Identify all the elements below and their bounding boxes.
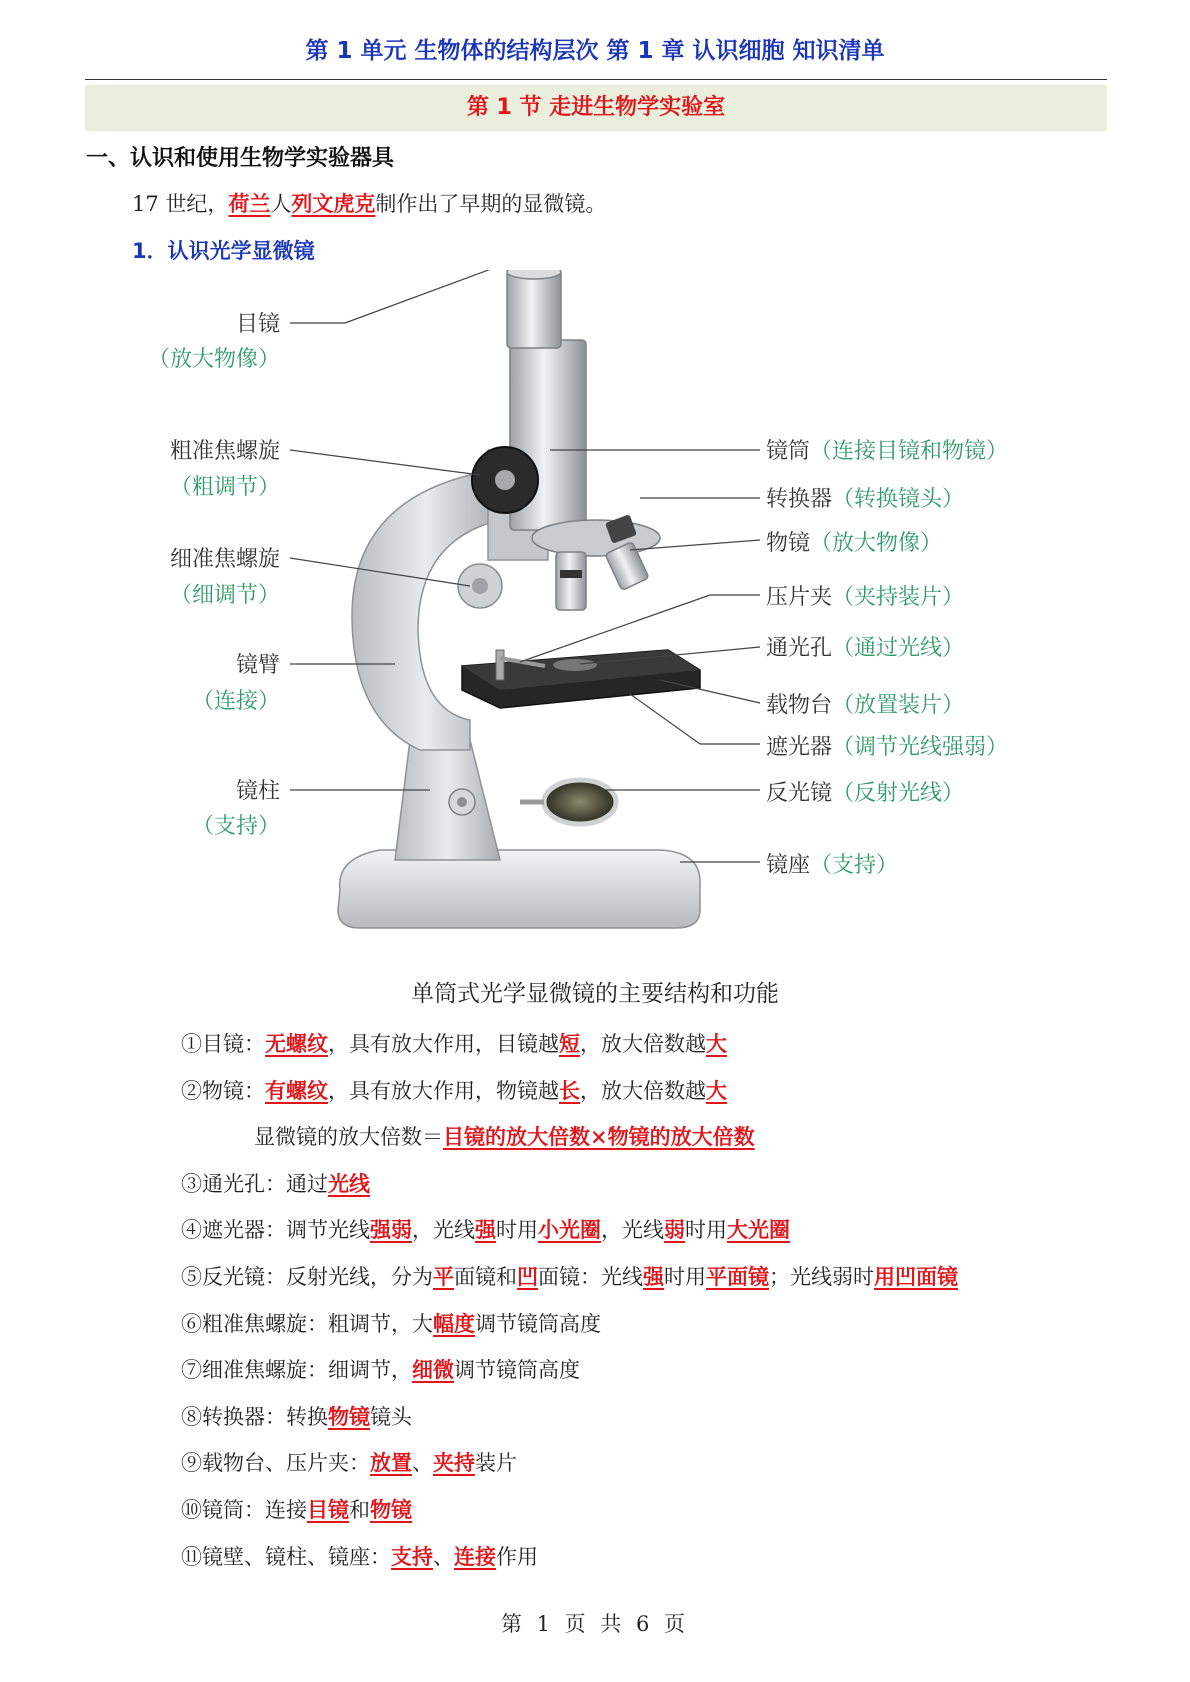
item-text: ⑩镜筒：连接 bbox=[181, 1498, 307, 1522]
item-text: 时用 bbox=[685, 1218, 727, 1243]
heading-optical-microscope: 1．认识光学显微镜 bbox=[132, 239, 315, 263]
right-label-base bbox=[766, 853, 898, 878]
right-label-diaphragm bbox=[766, 735, 1008, 760]
item-text: ③通光孔：通过 bbox=[181, 1171, 328, 1196]
intro-country: 荷兰 bbox=[228, 191, 271, 216]
answer-keyword: 弱 bbox=[664, 1217, 685, 1243]
answer-keyword: 目镜的放大倍数×物镜的放大倍数 bbox=[443, 1124, 755, 1150]
label-fine-focus: 细准焦螺旋 bbox=[169, 547, 280, 572]
item-text: ，光线 bbox=[412, 1218, 475, 1243]
right-label-tube bbox=[766, 439, 1008, 464]
label-objective: 物镜 bbox=[766, 531, 811, 556]
func-diaphragm: （调节光线强弱） bbox=[832, 735, 1009, 760]
answer-keyword: 放置 bbox=[370, 1450, 412, 1476]
item-text: ，放大倍数越 bbox=[580, 1078, 706, 1103]
answer-keyword: 大光圈 bbox=[727, 1217, 790, 1243]
item-text: 作用 bbox=[496, 1544, 538, 1569]
item-text: ⑦细准焦螺旋：细调节， bbox=[181, 1358, 412, 1383]
item-text: ②物镜： bbox=[181, 1078, 265, 1103]
item-text: 时用 bbox=[496, 1218, 538, 1243]
item-coarse-focus bbox=[181, 1308, 601, 1338]
answer-keyword: 连接 bbox=[454, 1543, 496, 1569]
answer-keyword: 长 bbox=[559, 1077, 580, 1103]
item-text: ⑨载物台、压片夹： bbox=[181, 1451, 370, 1476]
right-label-aperture bbox=[766, 636, 964, 661]
answer-keyword: 夹持 bbox=[433, 1450, 475, 1476]
answer-keyword: 物镜 bbox=[370, 1497, 412, 1522]
label-nosepiece: 转换器 bbox=[766, 487, 833, 512]
item-text: 调节镜筒高度 bbox=[475, 1311, 601, 1336]
item-text: 装片 bbox=[475, 1451, 517, 1476]
item-text: 面镜：光线 bbox=[538, 1265, 643, 1289]
answer-keyword: 平 bbox=[433, 1264, 454, 1289]
microscope-diagram bbox=[0, 270, 1190, 960]
func-objective: （放大物像） bbox=[810, 531, 943, 556]
right-label-stage bbox=[766, 693, 964, 718]
label-diaphragm: 遮光器 bbox=[766, 735, 833, 760]
page-footer: 第 1 页 共 6 页 bbox=[500, 1612, 690, 1636]
answer-keyword: 用凹面镜 bbox=[874, 1264, 958, 1289]
answer-keyword: 强 bbox=[643, 1264, 664, 1289]
answer-keyword: 有螺纹 bbox=[265, 1077, 328, 1103]
answer-keyword: 小光圈 bbox=[538, 1217, 601, 1243]
func-stage: （放置装片） bbox=[832, 693, 965, 718]
func-mirror: （反射光线） bbox=[832, 781, 965, 806]
label-clip: 压片夹 bbox=[766, 585, 833, 610]
label-eyepiece: 目镜 bbox=[235, 312, 280, 337]
item-text: ，光线 bbox=[601, 1218, 664, 1243]
answer-keyword: 幅度 bbox=[433, 1310, 475, 1336]
item-text: ⑧转换器：转换 bbox=[181, 1404, 328, 1429]
intro-paragraph bbox=[132, 188, 606, 218]
item-eyepiece bbox=[181, 1028, 727, 1058]
item-text: 调节镜筒高度 bbox=[454, 1358, 580, 1383]
label-aperture: 通光孔 bbox=[766, 636, 833, 661]
item-text: ；光线弱时 bbox=[769, 1265, 874, 1289]
answer-keyword: 大 bbox=[706, 1077, 727, 1103]
item-text: ，放大倍数越 bbox=[580, 1032, 706, 1056]
answer-keyword: 物镜 bbox=[328, 1403, 370, 1429]
answer-keyword: 光线 bbox=[328, 1170, 370, 1196]
item-nosepiece bbox=[181, 1401, 412, 1431]
answer-keyword: 强弱 bbox=[370, 1217, 412, 1243]
func-pillar: （支持） bbox=[191, 814, 280, 839]
item-text: 、 bbox=[433, 1544, 454, 1569]
item-fine-focus bbox=[181, 1354, 580, 1384]
answer-keyword: 目镜 bbox=[307, 1497, 349, 1522]
item-text: 和 bbox=[349, 1498, 370, 1522]
item-stage-clip bbox=[181, 1447, 517, 1477]
section-title: 第 1 节 走进生物学实验室 bbox=[85, 85, 1107, 131]
item-text: ①目镜： bbox=[181, 1032, 265, 1056]
right-label-mirror bbox=[766, 781, 964, 806]
item-tube bbox=[181, 1494, 412, 1524]
label-tube: 镜筒 bbox=[766, 439, 811, 464]
item-objective bbox=[181, 1075, 727, 1105]
func-base: （支持） bbox=[810, 853, 899, 878]
right-label-objective bbox=[766, 531, 942, 556]
label-base: 镜座 bbox=[766, 853, 811, 878]
answer-keyword: 凹 bbox=[517, 1264, 538, 1289]
func-clip: （夹持装片） bbox=[832, 585, 965, 610]
func-nosepiece: （转换镜头） bbox=[832, 487, 965, 512]
answer-keyword: 无螺纹 bbox=[265, 1031, 328, 1056]
label-stage: 载物台 bbox=[766, 693, 833, 718]
answer-keyword: 短 bbox=[559, 1031, 580, 1056]
microscope-illustration bbox=[338, 270, 700, 928]
item-text: ，具有放大作用，物镜越 bbox=[328, 1078, 559, 1103]
item-diaphragm bbox=[181, 1214, 790, 1244]
label-mirror: 反光镜 bbox=[766, 781, 833, 806]
item-text: 、 bbox=[412, 1451, 433, 1476]
item-text: ⑥粗准焦螺旋：粗调节，大 bbox=[181, 1311, 433, 1336]
func-fine-focus: （细调节） bbox=[169, 583, 280, 608]
intro-post: 制作出了早期的显微镜。 bbox=[375, 192, 607, 216]
answer-keyword: 支持 bbox=[391, 1543, 433, 1569]
intro-mid: 人 bbox=[270, 192, 292, 216]
answer-keyword: 大 bbox=[706, 1031, 727, 1056]
item-text: ⑪镜壁、镜柱、镜座： bbox=[181, 1544, 391, 1569]
item-text: ④遮光器：调节光线 bbox=[181, 1218, 370, 1243]
func-aperture: （通过光线） bbox=[832, 636, 965, 661]
func-arm: （连接） bbox=[191, 689, 280, 714]
intro-pre: 17 世纪， bbox=[132, 192, 229, 216]
item-text: 显微镜的放大倍数＝ bbox=[254, 1125, 443, 1150]
func-tube: （连接目镜和物镜） bbox=[810, 439, 1009, 464]
answer-keyword: 细微 bbox=[412, 1357, 454, 1383]
item-text: 面镜和 bbox=[454, 1265, 517, 1289]
item-magnification bbox=[254, 1121, 755, 1151]
item-mirror bbox=[181, 1261, 958, 1291]
intro-person: 列文虎克 bbox=[291, 191, 376, 216]
right-label-nosepiece bbox=[766, 487, 964, 512]
item-text: ，具有放大作用，目镜越 bbox=[328, 1032, 559, 1056]
heading-lab-instruments: 一、认识和使用生物学实验器具 bbox=[86, 146, 395, 171]
header-divider bbox=[85, 79, 1107, 80]
document-header-title: 第 1 单元 生物体的结构层次 第 1 章 认识细胞 知识清单 bbox=[305, 38, 885, 64]
func-eyepiece: （放大物像） bbox=[147, 347, 280, 372]
func-coarse-focus: （粗调节） bbox=[169, 475, 280, 500]
label-arm: 镜臂 bbox=[235, 653, 280, 678]
label-coarse-focus: 粗准焦螺旋 bbox=[169, 439, 280, 464]
item-text: 时用 bbox=[664, 1265, 706, 1289]
answer-keyword: 平面镜 bbox=[706, 1264, 769, 1289]
answer-keyword: 强 bbox=[475, 1217, 496, 1243]
label-pillar: 镜柱 bbox=[235, 779, 280, 804]
item-text: 镜头 bbox=[370, 1404, 412, 1429]
diagram-caption: 单筒式光学显微镜的主要结构和功能 bbox=[411, 981, 779, 1007]
item-text: ⑤反光镜：反射光线，分为 bbox=[181, 1265, 433, 1289]
right-label-clip bbox=[766, 585, 964, 610]
item-arm-pillar-base bbox=[181, 1541, 538, 1571]
item-aperture bbox=[181, 1168, 370, 1198]
